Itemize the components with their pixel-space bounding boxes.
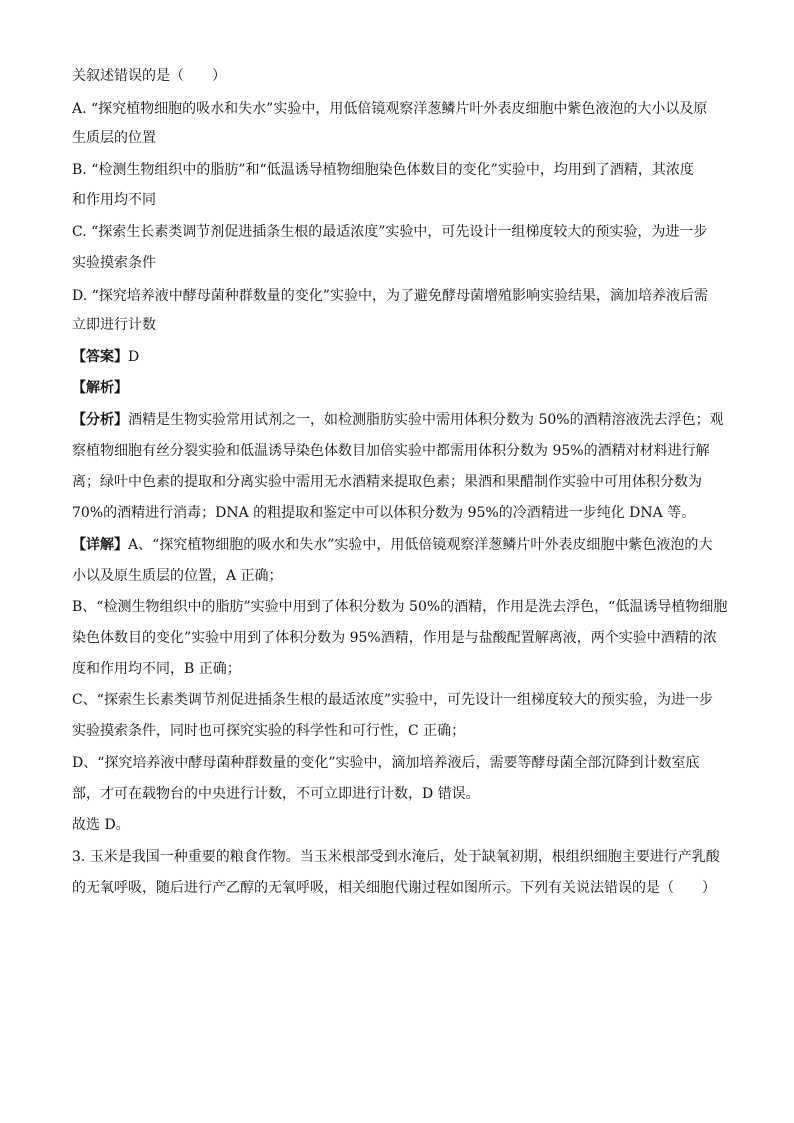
answer-tag: 【答案】 [72,349,128,365]
option-d-line-2: 立即进行计数 [72,317,156,333]
xiangjie-line-6: C、“探索生长素类调节剂促进插条生根的最适浓度”实验中，可先设计一组梯度较大的预实验，为进一步 [72,692,714,708]
xiangjie-line-5: 度和作用均不同，B 正确； [72,661,241,677]
xiangjie-tag: 【详解】 [72,537,128,553]
option-a-line-2: 生质层的位置 [72,130,156,146]
option-c-line-2: 实验摸索条件 [72,255,156,271]
xiangjie-line-1 [72,535,732,555]
fenxi-line-4: 70%的酒精进行消毒；DNA 的粗提取和鉴定中可以体积分数为 95%的冷酒精进一步纯化 DNA 等。 [72,505,696,521]
xiangjie-line-7: 实验摸索条件，同时也可探究实验的科学性和可行性，C 正确； [72,723,466,739]
answer-line [72,347,732,367]
fenxi-line-1 [72,410,732,430]
option-d-line-1: D. “探究培养液中酵母菌种群数量的变化”实验中，为了避免酵母菌增殖影响实验结果，滴加培养液后需 [72,288,708,304]
fenxi-text-1: 酒精是生物实验常用试剂之一，如检测脂肪实验中需用体积分数为 50%的酒精溶液洗去浮色；观 [128,412,724,428]
option-b-line-1: B. “检测生物组织中的脂肪”和“低温诱导植物细胞染色体数目的变化”实验中，均用到了酒精，其浓度 [72,162,694,178]
fenxi-line-3: 离；绿叶中色素的提取和分离实验中需用无水酒精来提取色素；果酒和果醋制作实验中可用体积分数为 [72,474,702,490]
xiangjie-line-8: D、“探究培养液中酵母菌种群数量的变化”实验中，滴加培养液后，需要等酵母菌全部沉降到计数室底 [72,755,700,771]
option-b-line-2: 和作用均不同 [72,192,156,208]
xiangjie-text-1: A、“探究植物细胞的吸水和失水”实验中，用低倍镜观察洋葱鳞片叶外表皮细胞中紫色液泡的大 [128,537,713,553]
answer-value: D [128,349,140,365]
option-c-line-1: C. “探索生长素类调节剂促进插条生根的最适浓度”实验中，可先设计一组梯度较大的预实验，为进一步 [72,224,708,240]
analysis-tag: 【解析】 [72,380,128,396]
question-intro: 关叙述错误的是（ ） [72,68,226,84]
xiangjie-line-9: 部，才可在载物台的中央进行计数，不可立即进行计数，D 错误。 [72,786,480,802]
fenxi-line-2: 察植物细胞有丝分裂实验和低温诱导染色体数目加倍实验中都需用体积分数为 95%的酒精对材料进行解 [72,443,710,459]
xiangjie-line-3: B、“检测生物组织中的脂肪”实验中用到了体积分数为 50%的酒精，作用是洗去浮色，“低温诱导植物细胞 [72,599,728,615]
xiangjie-line-4: 染色体数目的变化”实验中用到了体积分数为 95%酒精，作用是与盐酸配置解离液，两个实验中酒精的浓 [72,630,717,646]
conclusion-line: 故选 D。 [72,817,130,833]
fenxi-tag: 【分析】 [72,412,128,428]
question-3-line-1: 3. 玉米是我国一种重要的粮食作物。当玉米根部受到水淹后，处于缺氧初期，根组织细胞主要进行产乳酸 [72,849,720,865]
question-3-line-2: 的无氧呼吸，随后进行产乙醇的无氧呼吸，相关细胞代谢过程如图所示。下列有关说法错误的是（ ） [72,880,716,896]
xiangjie-line-2: 小以及原生质层的位置，A 正确； [72,568,283,584]
option-a-line-1: A. “探究植物细胞的吸水和失水”实验中，用低倍镜观察洋葱鳞片叶外表皮细胞中紫色液泡的大小以及原 [72,101,708,117]
